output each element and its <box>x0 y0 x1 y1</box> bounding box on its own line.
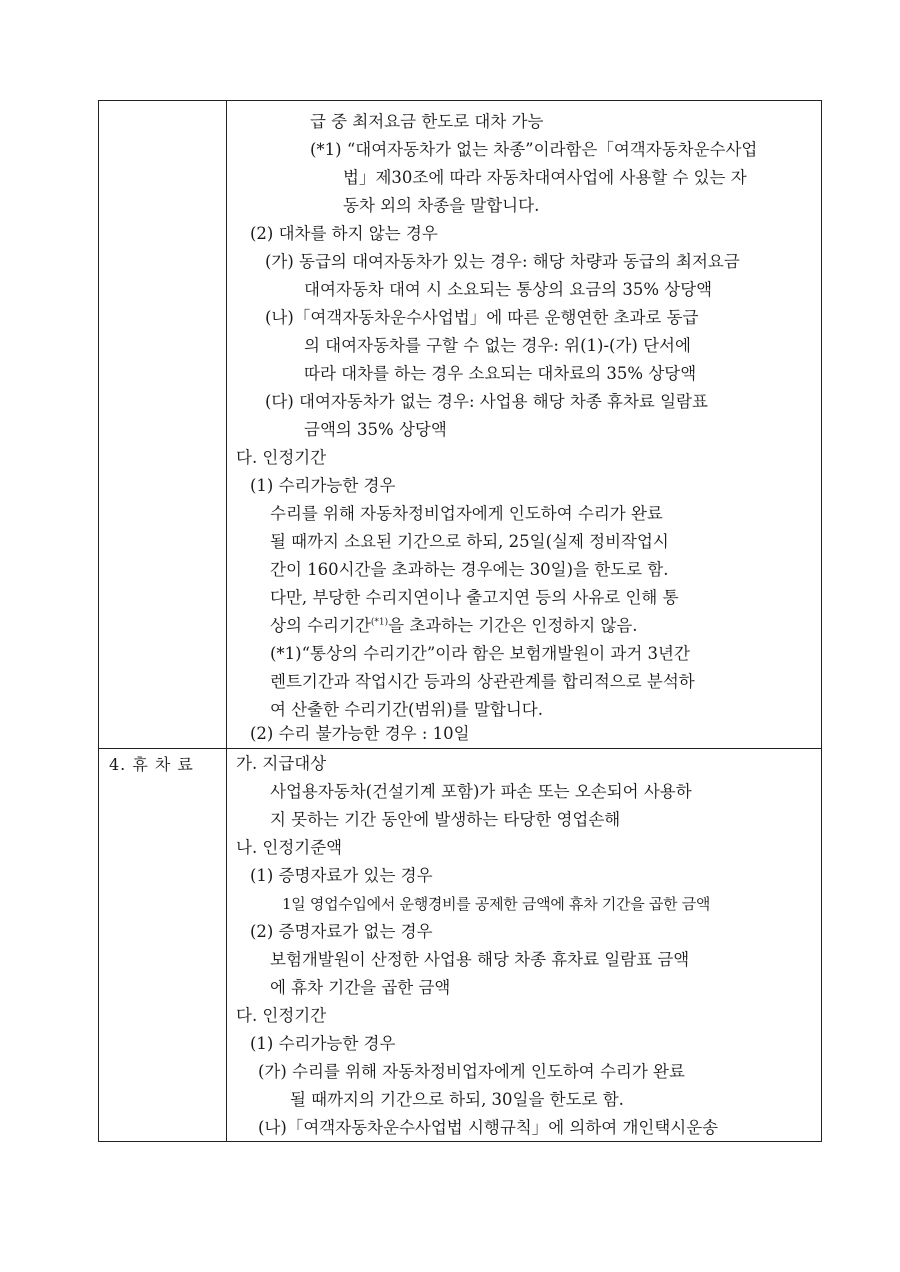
text-line: 될 때까지 소요된 기간으로 하되, 25일(실제 정비작업시 <box>270 532 669 551</box>
text-line: 수리를 위해 자동차정비업자에게 인도하여 수리가 완료 <box>270 504 663 523</box>
text-line: 따라 대차를 하는 경우 소요되는 대차료의 35% 상당액 <box>304 364 697 383</box>
text-line: 사업용자동차(건설기계 포함)가 파손 또는 오손되어 사용하 <box>270 782 692 801</box>
text-line: (나)「여객자동차운수사업법」에 따른 운행연한 초과로 동급 <box>265 308 699 327</box>
text-line: (다) 대여자동차가 없는 경우: 사업용 해당 차종 휴차료 일람표 <box>265 392 708 411</box>
text-line: (2) 수리 불가능한 경우 : 10일 <box>250 724 470 743</box>
text-line: (1) 증명자료가 있는 경우 <box>250 866 433 885</box>
text-line: (가) 수리를 위해 자동차정비업자에게 인도하여 수리가 완료 <box>258 1062 685 1081</box>
text-line: (1) 수리가능한 경우 <box>250 476 396 495</box>
text-line: 금액의 35% 상당액 <box>304 420 447 439</box>
text-line: 의 대여자동차를 구할 수 없는 경우: 위(1)-(가) 단서에 <box>304 336 691 355</box>
text-line: (*1)“통상의 수리기간”이라 함은 보험개발원이 과거 3년간 <box>270 644 690 663</box>
text-line <box>270 612 638 640</box>
text-line: 될 때까지의 기간으로 하되, 30일을 한도로 함. <box>290 1090 624 1109</box>
text-line: 지 못하는 기간 동안에 발생하는 타당한 영업손해 <box>270 810 621 829</box>
text-line: 급 중 최저요금 한도로 대차 가능 <box>310 112 544 131</box>
section-label-rest-fee: 4. 휴 차 료 <box>109 755 194 774</box>
text-line: 나. 인정기준액 <box>236 838 343 857</box>
text-line: 간이 160시간을 초과하는 경우에는 30일)을 한도로 함. <box>270 560 669 579</box>
text-line: 렌트기간과 작업시간 등과의 상관관계를 합리적으로 분석하 <box>270 672 695 691</box>
text-line: 에 휴차 기간을 곱한 금액 <box>270 978 451 997</box>
text-line: (가) 동급의 대여자동차가 있는 경우: 해당 차량과 동급의 최저요금 <box>265 252 740 271</box>
text-line: (1) 수리가능한 경우 <box>250 1034 396 1053</box>
row-divider <box>99 748 821 749</box>
column-divider <box>226 101 227 1141</box>
text-line: (나)「여객자동차운수사업법 시행규칙」에 의하여 개인택시운송 <box>258 1118 719 1137</box>
footnote-marker: (*1) <box>370 617 389 628</box>
text-line: 대여자동차 대여 시 소요되는 통상의 요금의 35% 상당액 <box>304 280 713 299</box>
text-line: (*1) “대여자동차가 없는 차종”이라함은「여객자동차운수사업 <box>310 140 758 159</box>
text-line: (2) 대차를 하지 않는 경우 <box>250 224 438 243</box>
text-line: 동차 외의 차종을 말합니다. <box>343 196 540 215</box>
text-segment: 상의 수리기간 <box>270 616 371 635</box>
text-line: 다. 인정기간 <box>236 1006 327 1025</box>
text-line: 법」제30조에 따라 자동차대여사업에 사용할 수 있는 자 <box>343 168 747 187</box>
text-line: 다. 인정기간 <box>236 448 327 467</box>
text-line: 다만, 부당한 수리지연이나 출고지연 등의 사유로 인해 통 <box>270 588 679 607</box>
text-line: 여 산출한 수리기간(범위)를 말합니다. <box>270 700 543 719</box>
text-line: (2) 증명자료가 없는 경우 <box>250 922 433 941</box>
text-segment: 을 초과하는 기간은 인정하지 않음. <box>388 616 638 635</box>
text-line: 가. 지급대상 <box>236 754 327 773</box>
text-line: 1일 영업수입에서 운행경비를 공제한 금액에 휴차 기간을 곱한 금액 <box>282 895 711 913</box>
text-line: 보험개발원이 산정한 사업용 해당 차종 휴차료 일람표 금액 <box>270 950 690 969</box>
